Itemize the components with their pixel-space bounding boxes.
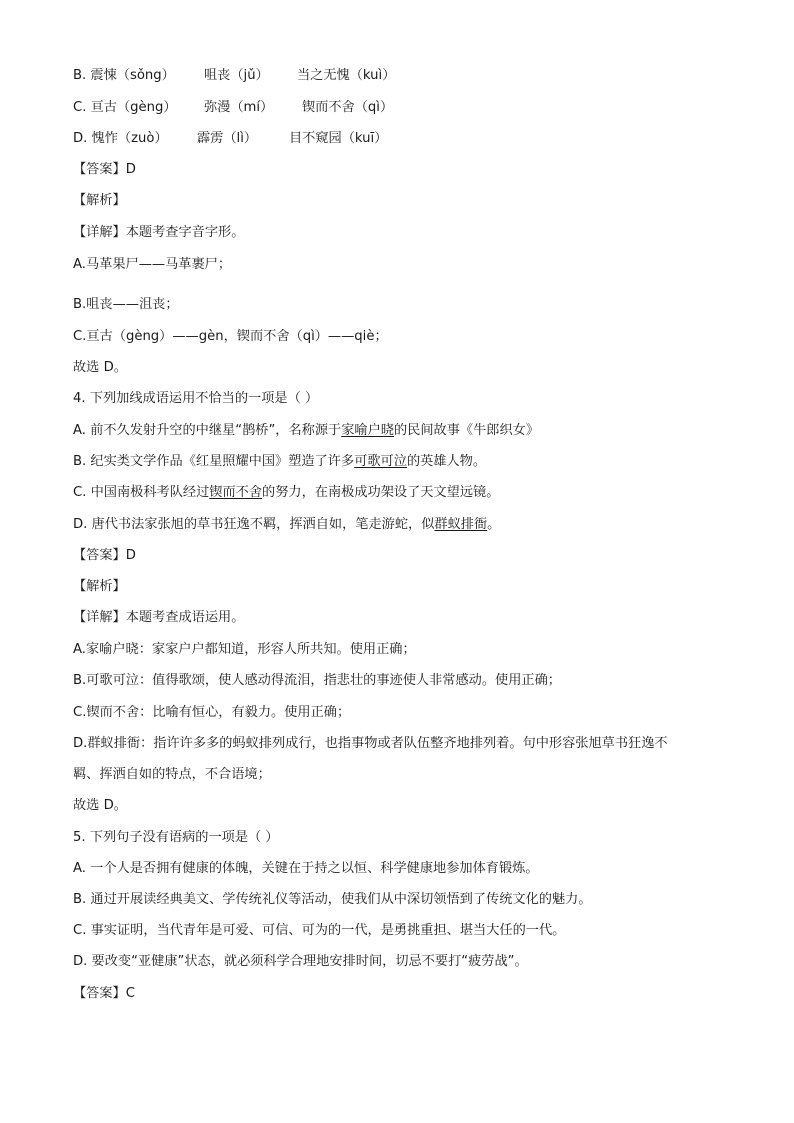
- q4-a-pre: A. 前不久发射升空的中继星“鹊桥”，名称源于: [73, 423, 342, 438]
- q4-b-post: 的英雄人物。: [406, 454, 487, 469]
- option-c-pinyin: [73, 99, 393, 117]
- answer-label-q3: 【答案】D: [73, 162, 136, 177]
- q4-c-pre: C. 中国南极科考队经过: [73, 485, 210, 500]
- answer-label-q4: 【答案】D: [73, 548, 136, 563]
- question-5-option-c: C. 事实证明，当代青年是可爱、可信、可为的一代，是勇挑重担、堪当大任的一代。: [73, 923, 566, 938]
- option-d-item-1: D. 愧怍（zuò）: [73, 131, 168, 146]
- detail-q4-d: D.群蚁排衙：指许许多多的蚂蚁排列成行，也指事物或者队伍整齐地排列着。句中形容张旭草书狂逸不: [73, 736, 668, 751]
- detail-q4: 【详解】本题考查成语运用。: [73, 610, 245, 625]
- detail-q4-b: B.可歌可泣：值得歌颂，使人感动得流泪，指悲壮的事迹使人非常感动。使用正确；: [73, 673, 561, 688]
- question-4-option-b: [73, 453, 486, 471]
- q4-a-post: 的民间故事《牛郎织女》: [393, 423, 540, 438]
- q4-b-idiom: 可歌可泣: [354, 454, 407, 469]
- detail-q4-a: A.家喻户晓：家家户户都知道，形容人所共知。使用正确；: [73, 642, 416, 657]
- detail-q4-c: C.锲而不舍：比喻有恒心，有毅力。使用正确；: [73, 705, 351, 720]
- question-4-option-c: [73, 484, 499, 502]
- q4-a-idiom: 家喻户晓: [341, 423, 394, 438]
- detail-q3: 【详解】本题考查字音字形。: [73, 225, 245, 240]
- option-d-pinyin: [73, 130, 387, 148]
- detail-q3-b: B.咀丧——沮丧；: [73, 297, 179, 312]
- option-d-item-2: 霹雳（lì）: [197, 131, 258, 146]
- question-4-option-d: [73, 516, 500, 534]
- conclusion-q4: 故选 D。: [73, 798, 127, 813]
- question-5-option-d: D. 要改变“亚健康”状态，就必须科学合理地安排时间，切忌不要打“疲劳战”。: [73, 954, 528, 969]
- option-b-item-3: 当之无愧（kuì）: [297, 68, 396, 83]
- question-5-option-b: B. 通过开展读经典美文、学传统礼仪等活动，使我们从中深切领悟到了传统文化的魅力。: [73, 892, 592, 907]
- question-4-stem: 4. 下列加线成语运用不恰当的一项是（ ）: [73, 391, 319, 406]
- option-c-item-1: C. 亘古（gèng）: [73, 100, 177, 115]
- q4-b-pre: B. 纪实类文学作品《红星照耀中国》塑造了许多: [73, 454, 355, 469]
- option-d-item-3: 目不窥园（kuī）: [289, 131, 388, 146]
- detail-q3-a: A.马革果尸——马革裹尸；: [73, 257, 232, 272]
- q4-c-post: 的努力，在南极成功架设了天文望远镜。: [262, 485, 500, 500]
- detail-q4-d-cont: 羁、挥洒自如的特点，不合语境；: [73, 767, 271, 782]
- analysis-label-q3: 【解析】: [73, 193, 126, 208]
- detail-q3-c: C.亘古（gèng）——gèn，锲而不舍（qì）——qiè；: [73, 329, 388, 344]
- option-c-item-3: 锲而不舍（qì）: [302, 100, 394, 115]
- q4-c-idiom: 锲而不舍: [209, 485, 263, 500]
- q4-d-idiom: 群蚁排衙: [434, 517, 488, 532]
- option-b-item-2: 咀丧（jǔ）: [204, 68, 269, 83]
- question-5-option-a: A. 一个人是否拥有健康的体魄，关键在于持之以恒、科学健康地参加体育锻炼。: [73, 861, 539, 876]
- option-b-item-1: B. 震悚（sǒng）: [73, 68, 175, 83]
- question-5-stem: 5. 下列句子没有语病的一项是（ ）: [73, 830, 279, 845]
- option-b-pinyin: [73, 67, 395, 85]
- answer-label-q5: 【答案】C: [73, 986, 135, 1001]
- q4-d-post: 。: [487, 517, 501, 532]
- question-4-option-a: [73, 422, 539, 440]
- q4-d-pre: D. 唐代书法家张旭的草书狂逸不羁，挥洒自如，笔走游蛇，似: [73, 517, 435, 532]
- analysis-label-q4: 【解析】: [73, 579, 126, 594]
- conclusion-q3: 故选 D。: [73, 360, 127, 375]
- option-c-item-2: 弥漫（mí）: [204, 100, 274, 115]
